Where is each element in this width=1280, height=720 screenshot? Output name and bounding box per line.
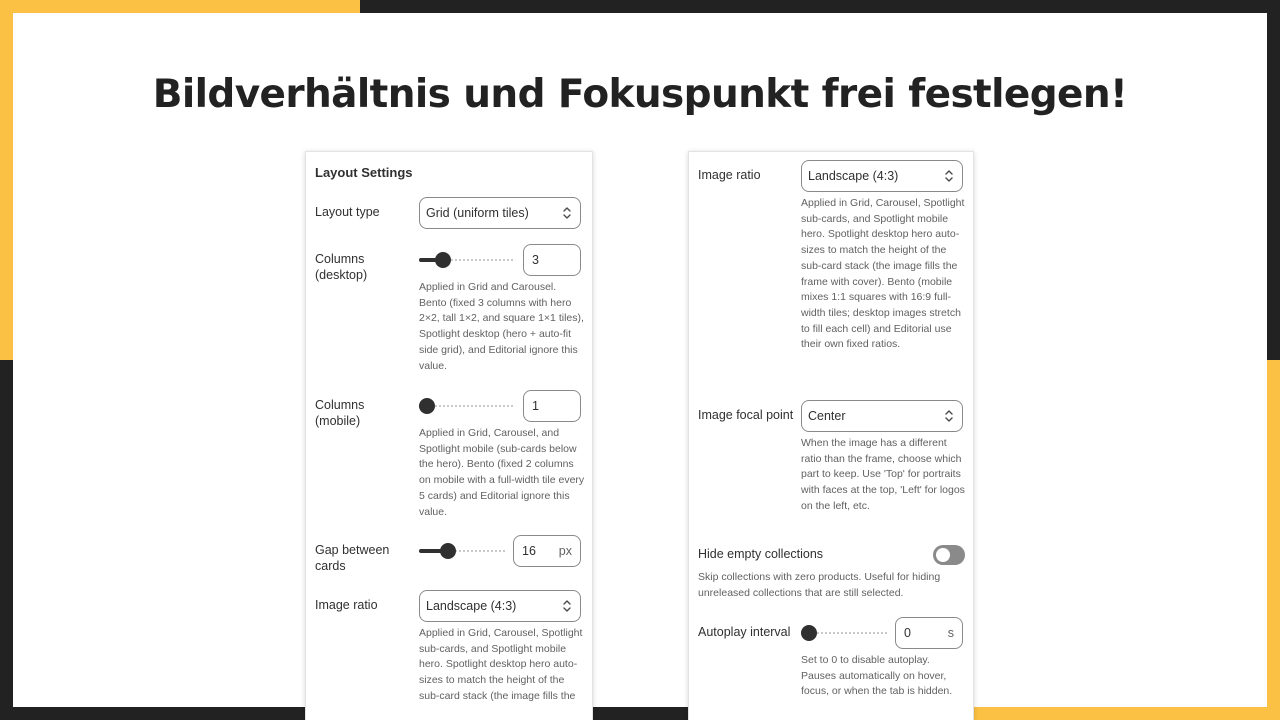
image-ratio-label: Image ratio <box>698 168 761 182</box>
focal-point-select[interactable] <box>801 400 963 432</box>
columns-mobile-input[interactable] <box>523 390 581 422</box>
autoplay-slider[interactable] <box>801 617 887 649</box>
layout-type-label: Layout type <box>315 205 380 219</box>
chevron-updown-icon <box>944 168 954 184</box>
toggle-knob <box>936 548 950 562</box>
columns-desktop-help: Applied in Grid and Carousel. Bento (fixed 3 columns with hero 2×2, tall 1×2, and square 1×1 tiles), Spotlight desktop (hero + auto-fit side grid), and Editorial ignore this value. <box>419 281 584 372</box>
gap-input[interactable] <box>513 535 581 567</box>
image-settings-panel <box>688 151 974 720</box>
image-ratio-help: Applied in Grid, Carousel, Spotlight sub-cards, and Spotlight mobile hero. Spotlight desktop hero auto-sizes to match the height of the sub-card stack (the image fills the frame with cover). Bento (mobile mixes 1:1 squares with 16:9 full-width tiles; desktop images stretch to fill each cell) and Editorial use their own fixed ratios. <box>801 197 965 351</box>
layout-type-select[interactable] <box>419 197 581 229</box>
headline: Bildverhältnis und Fokuspunkt frei festlegen! <box>152 72 1128 117</box>
columns-mobile-help: Applied in Grid, Carousel, and Spotlight mobile (sub-cards below the hero). Bento (fixed 2 columns on mobile with a full-width tile every 5 cards) and Editorial ignore this value. <box>419 427 585 518</box>
layout-type-row <box>315 197 583 229</box>
columns-mobile-label: Columns (mobile) <box>315 398 365 428</box>
columns-mobile-value: 1 <box>532 399 539 413</box>
focal-point-row <box>698 400 964 532</box>
hide-empty-toggle[interactable] <box>933 545 965 565</box>
chevron-updown-icon <box>562 598 572 614</box>
columns-desktop-value: 3 <box>532 253 539 267</box>
columns-desktop-slider[interactable] <box>419 244 515 276</box>
columns-desktop-input[interactable] <box>523 244 581 276</box>
gap-value: 16 <box>522 544 536 558</box>
autoplay-help: Set to 0 to disable autoplay. Pauses automatically on hover, focus, or when the tab is hidden. <box>801 654 953 698</box>
layout-type-value: Grid (uniform tiles) <box>426 206 529 220</box>
slider-thumb[interactable] <box>801 625 817 641</box>
gap-row <box>315 535 583 575</box>
image-ratio-help: Applied in Grid, Carousel, Spotlight sub-cards, and Spotlight mobile hero. Spotlight desktop hero auto-sizes to match the height of the sub-card stack (the image fills the <box>419 627 583 702</box>
image-ratio-row <box>315 590 583 720</box>
autoplay-label: Autoplay interval <box>698 625 791 639</box>
focal-point-value: Center <box>808 409 846 423</box>
focal-point-help: When the image has a different ratio than the frame, choose which part to keep. Use 'Top' for portraits with faces at the top, 'Left' for logos on the left, etc. <box>801 437 965 512</box>
autoplay-row <box>698 617 964 720</box>
hide-empty-row <box>698 538 964 602</box>
columns-desktop-label: Columns (desktop) <box>315 252 368 282</box>
image-ratio-select[interactable] <box>419 590 581 622</box>
gap-unit: px <box>558 544 572 558</box>
image-ratio-row <box>698 160 964 390</box>
columns-mobile-row <box>315 390 583 530</box>
autoplay-unit: s <box>947 626 954 640</box>
autoplay-input[interactable] <box>895 617 963 649</box>
hide-empty-label: Hide empty collections <box>698 547 824 561</box>
gap-label: Gap between cards <box>315 543 390 573</box>
slider-thumb[interactable] <box>440 543 456 559</box>
white-sheet <box>13 13 1267 707</box>
image-ratio-select[interactable] <box>801 160 963 192</box>
columns-mobile-slider[interactable] <box>419 390 515 422</box>
image-ratio-value: Landscape (4:3) <box>426 599 517 613</box>
chevron-updown-icon <box>562 205 572 221</box>
slider-thumb[interactable] <box>435 252 451 268</box>
autoplay-value: 0 <box>904 626 911 640</box>
slider-thumb[interactable] <box>419 398 435 414</box>
image-ratio-value: Landscape (4:3) <box>808 169 899 183</box>
hide-empty-help: Skip collections with zero products. Useful for hiding unreleased collections that are still selected. <box>698 571 941 599</box>
gap-slider[interactable] <box>419 535 505 567</box>
layout-settings-panel <box>305 151 593 720</box>
panel-title: Layout Settings <box>315 165 413 180</box>
focal-point-label: Image focal point <box>698 408 794 422</box>
chevron-updown-icon <box>944 408 954 424</box>
image-ratio-label: Image ratio <box>315 598 378 612</box>
columns-desktop-row <box>315 244 583 384</box>
